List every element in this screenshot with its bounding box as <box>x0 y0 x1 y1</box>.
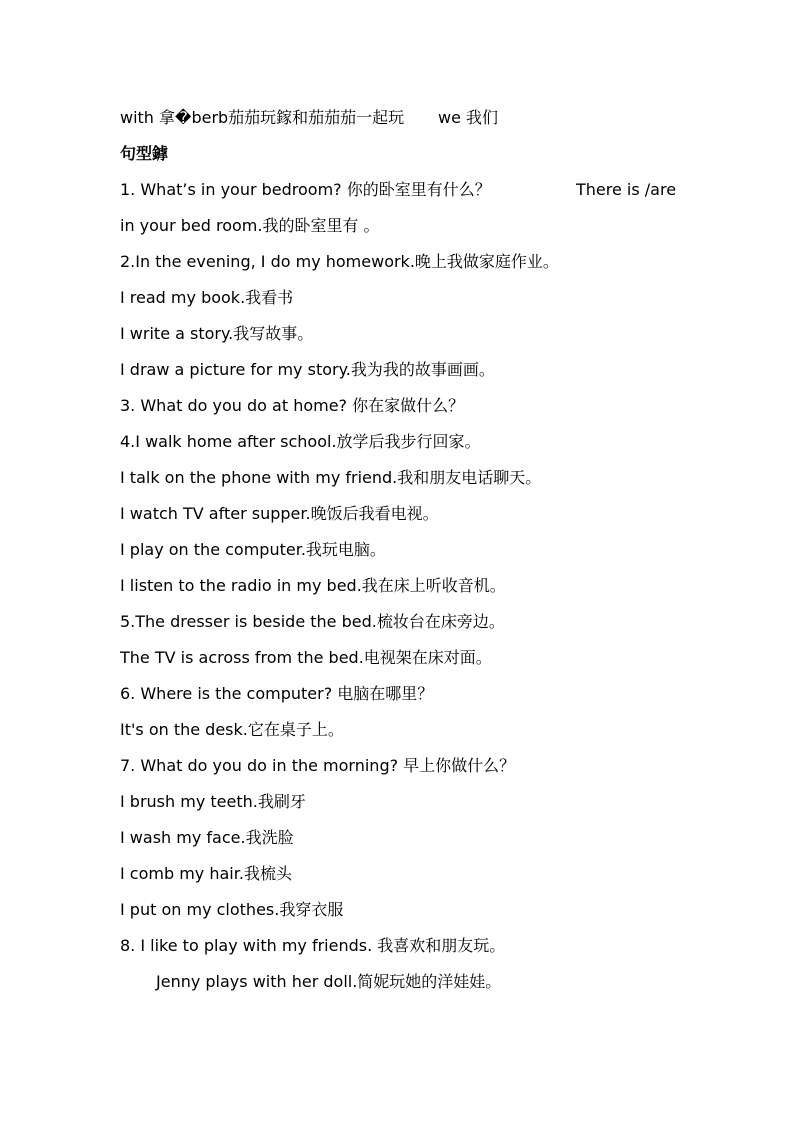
sentence-1-continued: in your bed room.我的卧室里有 。 <box>120 216 380 235</box>
sentence-watch-tv: I watch TV after supper.晚饭后我看电视。 <box>120 504 439 523</box>
sentence-1-question: 1. What’s in your bedroom? 你的卧室里有什么？ <box>120 180 491 199</box>
vocab-we: we 我们 <box>438 108 499 127</box>
sentence-listen-radio: I listen to the radio in my bed.我在床上听收音机。 <box>120 576 506 595</box>
sentence-1 <box>120 180 677 200</box>
vocab-line-with <box>120 108 499 128</box>
sentence-7: 7. What do you do in the morning? 早上你做什么？ <box>120 756 516 775</box>
sentence-on-desk: It's on the desk.它在桌子上。 <box>120 720 344 739</box>
sentence-comb-hair: I comb my hair.我梳头 <box>120 864 292 883</box>
sentence-wash-face: I wash my face.我洗脸 <box>120 828 294 847</box>
sentence-8: 8. I like to play with my friends. 我喜欢和朋友玩。 <box>120 936 506 955</box>
sentence-talk-phone: I talk on the phone with my friend.我和朋友电话聊天。 <box>120 468 542 487</box>
sentence-4: 4.I walk home after school.放学后我步行回家。 <box>120 432 481 451</box>
sentence-3: 3. What do you do at home? 你在家做什么？ <box>120 396 465 415</box>
section-heading-sentence-patterns: 句型鎼 <box>120 144 169 163</box>
sentence-play-computer: I play on the computer.我玩电脑。 <box>120 540 386 559</box>
sentence-5: 5.The dresser is beside the bed.梳妆台在床旁边。 <box>120 612 505 631</box>
sentence-1-answer-start: There is /are <box>576 180 677 199</box>
sentence-jenny-doll: Jenny plays with her doll.简妮玩她的洋娃娃。 <box>156 972 502 991</box>
sentence-put-on-clothes: I put on my clothes.我穿衣服 <box>120 900 344 919</box>
sentence-brush-teeth: I brush my teeth.我刷牙 <box>120 792 306 811</box>
vocab-with: with 拿�berb茄茄玩鎵和茄茄茄一起玩 <box>120 108 405 127</box>
sentence-draw-picture: I draw a picture for my story.我为我的故事画画。 <box>120 360 495 379</box>
sentence-6: 6. Where is the computer? 电脑在哪里？ <box>120 684 434 703</box>
sentence-write-story: I write a story.我写故事。 <box>120 324 314 343</box>
sentence-read-book: I read my book.我看书 <box>120 288 294 307</box>
sentence-2: 2.In the evening, I do my homework.晚上我做家庭作业。 <box>120 252 559 271</box>
sentence-tv-across: The TV is across from the bed.电视架在床对面。 <box>120 648 492 667</box>
